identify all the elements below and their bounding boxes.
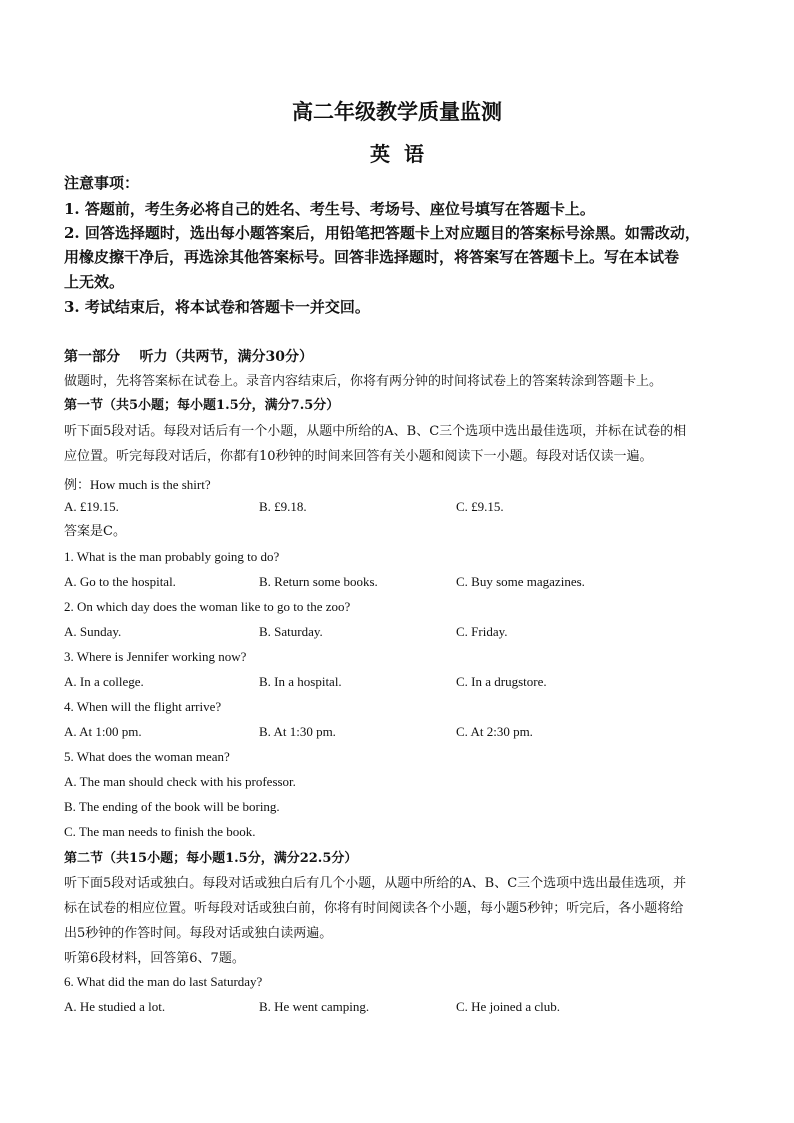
question-1-option-c: C. Buy some magazines. — [456, 574, 585, 589]
question-4: 4. When will the flight arrive? — [64, 699, 222, 714]
question-5-option-a: A. The man should check with his professor. — [64, 774, 296, 789]
example-option-c: C. £9.15. — [456, 499, 504, 514]
question-2-option-b: B. Saturday. — [259, 624, 323, 639]
notice-item-2-line-3: 上无效。 — [64, 273, 125, 291]
section2-instruction-line-2: 标在试卷的相应位置。听每段对话或独白前，你将有时间阅读各个小题，每小题5秒钟；听完后，各小题将给 — [64, 901, 684, 916]
notice-heading: 注意事项： — [64, 174, 140, 192]
question-4-option-b: B. At 1:30 pm. — [259, 724, 336, 739]
question-1-option-b: B. Return some books. — [259, 574, 378, 589]
section1-instruction-line-1: 听下面5段对话。每段对话后有一个小题，从题中所给的A、B、C三个选项中选出最佳选项，并标在试卷的相 — [64, 424, 687, 439]
subject-title: 英 语 — [370, 142, 424, 166]
question-3-option-c: C. In a drugstore. — [456, 674, 547, 689]
question-6: 6. What did the man do last Saturday? — [64, 974, 263, 989]
notice-item-2-line-2: 用橡皮擦干净后，再选涂其他答案标号。回答非选择题时，将答案写在答题卡上。写在本试卷 — [64, 248, 680, 266]
question-2-option-c: C. Friday. — [456, 624, 508, 639]
question-3-option-b: B. In a hospital. — [259, 674, 342, 689]
exam-title: 高二年级教学质量监测 — [292, 99, 502, 124]
question-5: 5. What does the woman mean? — [64, 749, 230, 764]
material-6-label: 听第6段材料，回答第6、7题。 — [64, 951, 245, 966]
example-option-b: B. £9.18. — [259, 499, 307, 514]
question-6-option-c: C. He joined a club. — [456, 999, 560, 1014]
question-3: 3. Where is Jennifer working now? — [64, 649, 247, 664]
notice-item-2-line-1: 2. 回答选择题时，选出每小题答案后，用铅笔把答题卡上对应题目的答案标号涂黑。如需改动， — [64, 224, 700, 242]
section2-heading: 第二节（共15小题；每小题1.5分，满分22.5分） — [64, 851, 358, 866]
question-4-option-a: A. At 1:00 pm. — [64, 724, 142, 739]
section2-instruction-line-1: 听下面5段对话或独白。每段对话或独白后有几个小题，从题中所给的A、B、C三个选项中选出最佳选项，并 — [64, 876, 687, 891]
question-4-option-c: C. At 2:30 pm. — [456, 724, 533, 739]
notice-item-3: 3. 考试结束后，将本试卷和答题卡一并交回。 — [64, 298, 370, 316]
notice-item-1: 1. 答题前，考生务必将自己的姓名、考生号、考场号、座位号填写在答题卡上。 — [64, 200, 595, 218]
part1-instruction: 做题时，先将答案标在试卷上。录音内容结束后，你将有两分钟的时间将试卷上的答案转涂到答题卡上。 — [64, 374, 663, 389]
question-5-option-c: C. The man needs to finish the book. — [64, 824, 256, 839]
section2-instruction-line-3: 出5秒钟的作答时间。每段对话或独白读两遍。 — [64, 926, 333, 941]
question-1: 1. What is the man probably going to do? — [64, 549, 280, 564]
section1-heading: 第一节（共5小题；每小题1.5分，满分7.5分） — [64, 398, 340, 413]
question-2-option-a: A. Sunday. — [64, 624, 122, 639]
example-question: 例：How much is the shirt? — [64, 477, 211, 492]
question-2: 2. On which day does the woman like to go to the zoo? — [64, 599, 351, 614]
question-1-option-a: A. Go to the hospital. — [64, 574, 176, 589]
question-5-option-b: B. The ending of the book will be boring. — [64, 799, 280, 814]
example-answer: 答案是C。 — [64, 524, 126, 539]
part1-heading: 第一部分 听力（共两节，满分30分） — [64, 349, 313, 365]
example-option-a: A. £19.15. — [64, 499, 119, 514]
question-6-option-b: B. He went camping. — [259, 999, 370, 1014]
question-3-option-a: A. In a college. — [64, 674, 144, 689]
question-6-option-a: A. He studied a lot. — [64, 999, 166, 1014]
section1-instruction-line-2: 应位置。听完每段对话后，你都有10秒钟的时间来回答有关小题和阅读下一小题。每段对话仅读一遍。 — [64, 449, 653, 464]
